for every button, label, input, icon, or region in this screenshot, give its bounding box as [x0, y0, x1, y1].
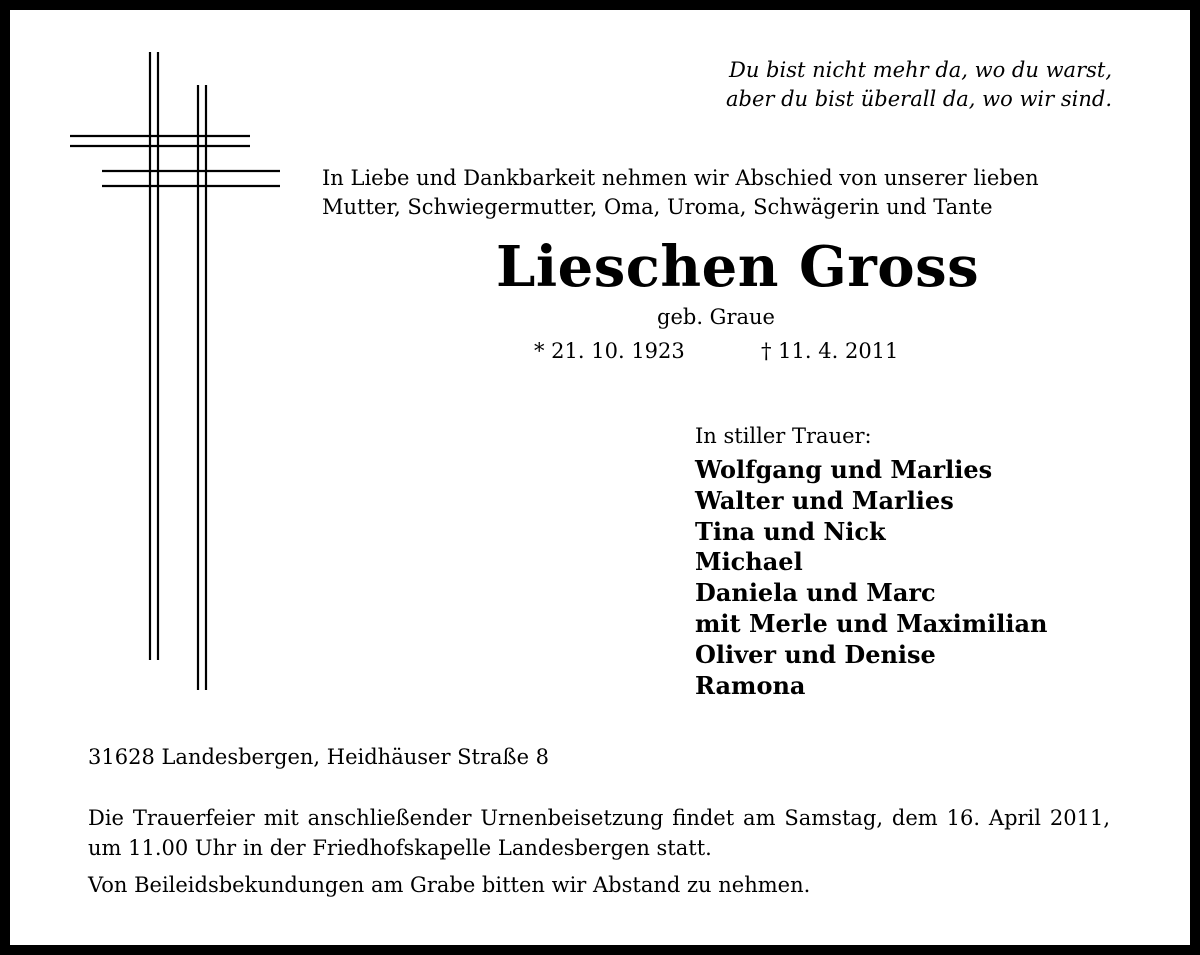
- mourner-item: Tina und Nick: [695, 516, 886, 546]
- intro-line-2: Mutter, Schwiegermutter, Oma, Uroma, Schwägerin und Tante: [322, 195, 993, 219]
- mourner-item: Ramona: [695, 670, 806, 700]
- deceased-name: Lieschen Gross: [496, 234, 980, 300]
- intro-line-1: In Liebe und Dankbarkeit nehmen wir Abschied von unserer lieben: [322, 166, 1039, 190]
- motto-quote: [726, 56, 1112, 114]
- intro-text: [322, 164, 1039, 222]
- motto-line-1: Du bist nicht mehr da, wo du warst,: [729, 58, 1112, 82]
- mourner-item: Oliver und Denise: [695, 639, 936, 669]
- maiden-name: geb. Graue: [657, 305, 775, 329]
- mourners-list: [695, 455, 1048, 701]
- death-date: † 11. 4. 2011: [761, 339, 899, 363]
- mourner-item: Walter und Marlies: [695, 485, 954, 515]
- birth-date: * 21. 10. 1923: [534, 339, 685, 363]
- mourner-item: Daniela und Marc: [695, 578, 936, 608]
- motto-line-2: aber du bist überall da, wo wir sind.: [725, 87, 1112, 111]
- mourner-item: Wolfgang und Marlies: [695, 455, 993, 484]
- ceremony-notice: Die Trauerfeier mit anschließender Urnenbeisetzung findet am Samstag, dem 16. April 2011, um 11.00 Uhr in der Friedhofskapelle Landesbergen statt.: [88, 806, 1110, 860]
- mourner-item: mit Merle und Maximilian: [695, 608, 1048, 638]
- family-address: 31628 Landesbergen, Heidhäuser Straße 8: [88, 745, 550, 769]
- condolence-notice: Von Beileidsbekundungen am Grabe bitten wir Abstand zu nehmen.: [88, 873, 811, 897]
- mourner-item: Michael: [695, 547, 803, 577]
- mourning-label: In stiller Trauer:: [695, 424, 872, 448]
